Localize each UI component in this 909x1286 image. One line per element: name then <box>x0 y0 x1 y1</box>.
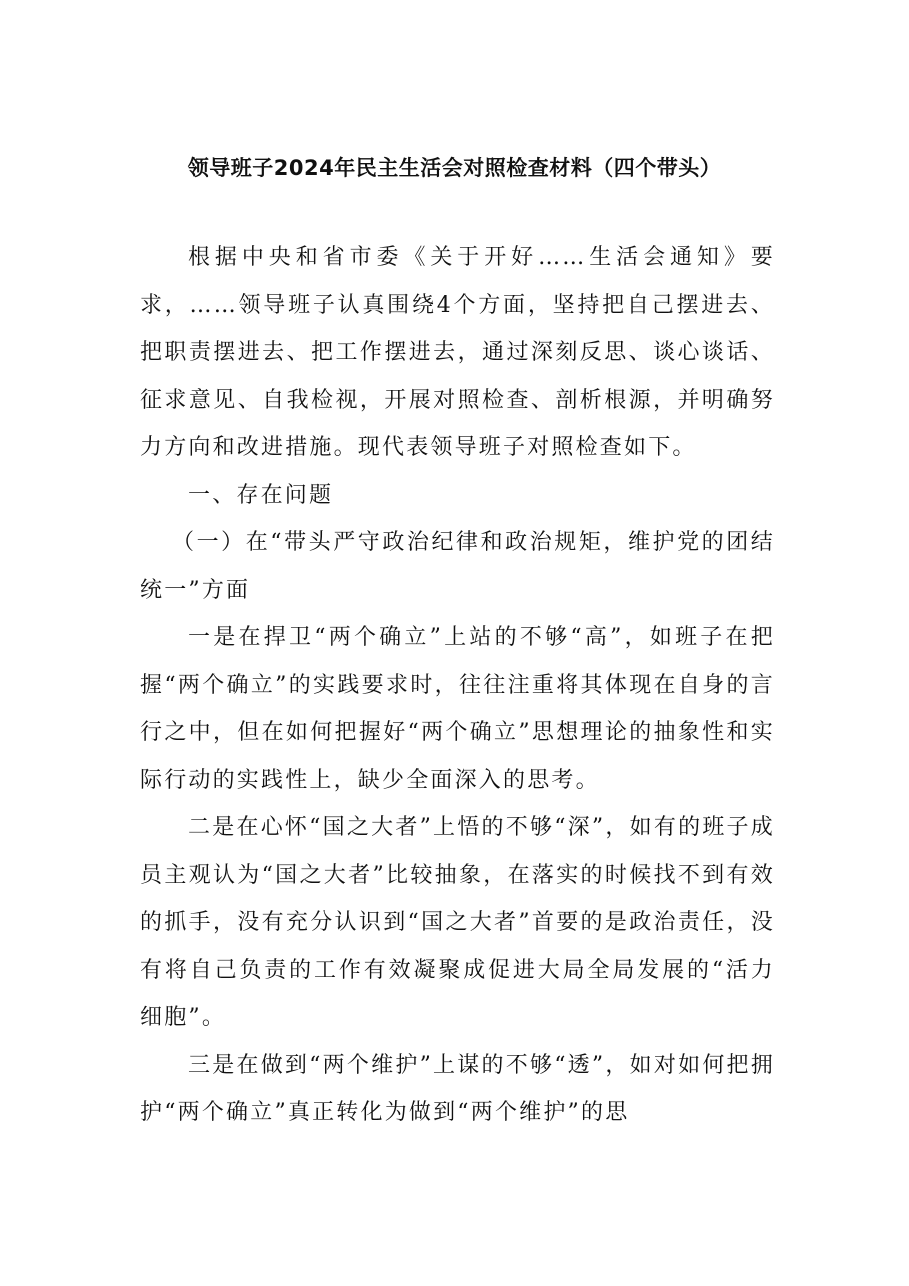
problem-paragraph-1: 一是在捍卫“两个确立”上站的不够“高”，如班子在把握“两个确立”的实践要求时，往往注重将其体现在自身的言行之中，但在如何把握好“两个确立”思想理论的抽象性和实际行动的实践性上，缺少全面深入的思考。 <box>140 625 775 793</box>
document-title: 领导班子2024年民主生活会对照检查材料（四个带头） <box>187 156 722 180</box>
problem-paragraph-2: 二是在心怀“国之大者”上悟的不够“深”，如有的班子成员主观认为“国之大者”比较抽象，在落实的时候找不到有效的抓手，没有充分认识到“国之大者”首要的是政治责任，没有将自己负责的工作有效凝聚成促进大局全局发展的“活力细胞”。 <box>140 815 775 1030</box>
problem-paragraph-3: 三是在做到“两个维护”上谋的不够“透”，如对如何把拥护“两个确立”真正转化为做到“两个维护”的思 <box>140 1052 775 1125</box>
intro-paragraph: 根据中央和省市委《关于开好……生活会通知》要求，……领导班子认真围绕4个方面，坚持把自己摆进去、把职责摆进去、把工作摆进去，通过深刻反思、谈心谈话、征求意见、自我检视，开展对照检查、剖析根源，并明确努力方向和改进措施。现代表领导班子对照检查如下。 <box>140 245 775 460</box>
document-body <box>140 234 775 1137</box>
subsection-heading-1: （一）在“带头严守政治纪律和政治规矩，维护党的团结统一”方面 <box>140 530 775 603</box>
section-heading-problems: 一、存在问题 <box>188 482 334 508</box>
